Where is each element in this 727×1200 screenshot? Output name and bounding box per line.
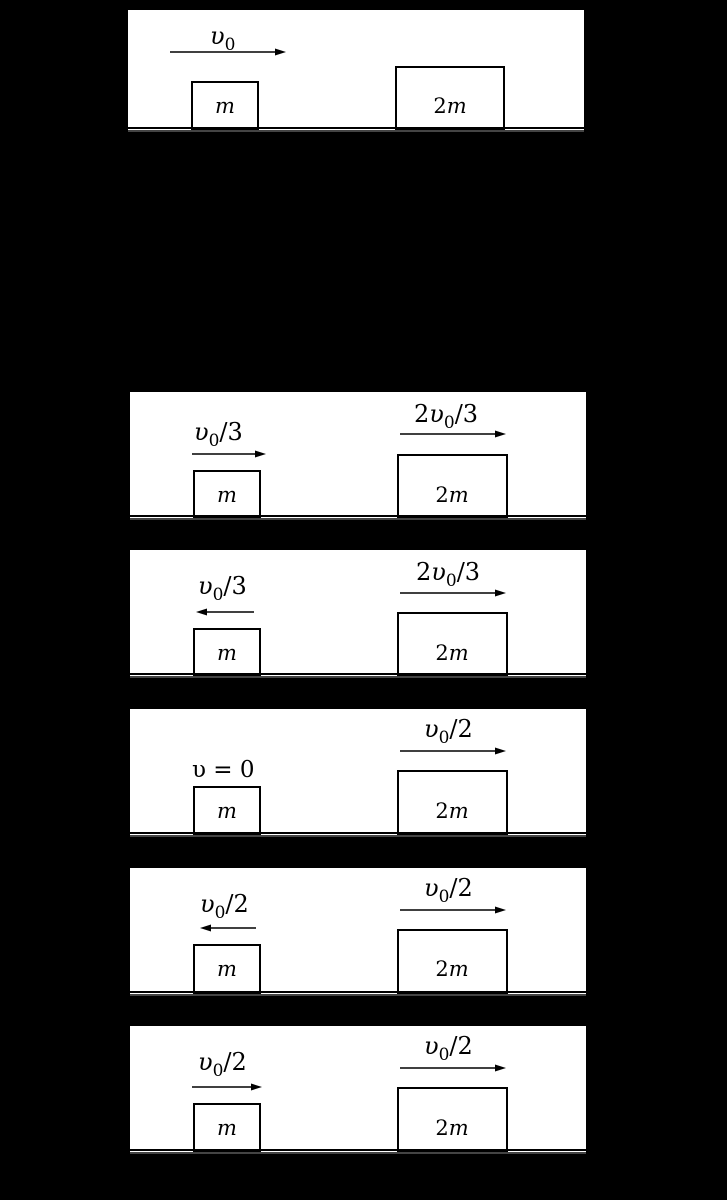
left-velocity-label: υ = 0 <box>192 757 255 783</box>
right-velocity-label: $\upsilon_0/2$ <box>424 874 473 907</box>
right-block-mass-label: 2m <box>435 641 469 665</box>
left-velocity-arrowhead <box>200 925 211 932</box>
left-block-mass-label: m <box>215 94 235 118</box>
option-panel-1 <box>130 392 586 518</box>
option-diagram-3 <box>130 709 586 835</box>
right-velocity-arrowhead <box>495 431 506 438</box>
right-block-mass-label: 2m <box>435 1116 469 1140</box>
left-block-mass-label: m <box>217 799 237 823</box>
option-diagram-1 <box>130 392 586 518</box>
right-velocity-label: $\upsilon_0/2$ <box>424 715 473 748</box>
right-velocity-label: $2\upsilon_0/3$ <box>414 400 479 433</box>
left-velocity-arrowhead <box>275 49 286 56</box>
option-diagram-2 <box>130 550 586 676</box>
option-panel-5 <box>130 1026 586 1152</box>
option-panel-2 <box>130 550 586 676</box>
right-velocity-label: $2\upsilon_0/3$ <box>416 558 481 591</box>
option-panel-3 <box>130 709 586 835</box>
left-velocity-label: $\upsilon_0/2$ <box>198 1048 247 1081</box>
option-diagram-5 <box>130 1026 586 1152</box>
left-velocity-label: $\upsilon_0/2$ <box>200 890 249 923</box>
right-velocity-arrowhead <box>495 748 506 755</box>
left-velocity-label: $\upsilon_0$ <box>210 22 236 55</box>
left-block-mass-label: m <box>217 483 237 507</box>
right-velocity-label: $\upsilon_0/2$ <box>424 1032 473 1065</box>
left-velocity-arrowhead <box>251 1084 262 1091</box>
left-block-mass-label: m <box>217 641 237 665</box>
right-velocity-arrowhead <box>495 590 506 597</box>
option-diagram-4 <box>130 868 586 994</box>
initial-state-diagram <box>128 10 584 130</box>
right-block-mass-label: 2m <box>433 94 467 118</box>
initial-state-panel <box>128 10 584 130</box>
right-block-mass-label: 2m <box>435 483 469 507</box>
left-velocity-arrowhead <box>255 451 266 458</box>
left-velocity-arrowhead <box>196 609 207 616</box>
right-velocity-arrowhead <box>495 907 506 914</box>
option-panel-4 <box>130 868 586 994</box>
left-block-mass-label: m <box>217 1116 237 1140</box>
left-velocity-label: $\upsilon_0/3$ <box>194 418 243 451</box>
right-velocity-arrowhead <box>495 1065 506 1072</box>
left-velocity-label: $\upsilon_0/3$ <box>198 572 247 605</box>
left-block-mass-label: m <box>217 957 237 981</box>
right-block-mass-label: 2m <box>435 799 469 823</box>
right-block-mass-label: 2m <box>435 957 469 981</box>
